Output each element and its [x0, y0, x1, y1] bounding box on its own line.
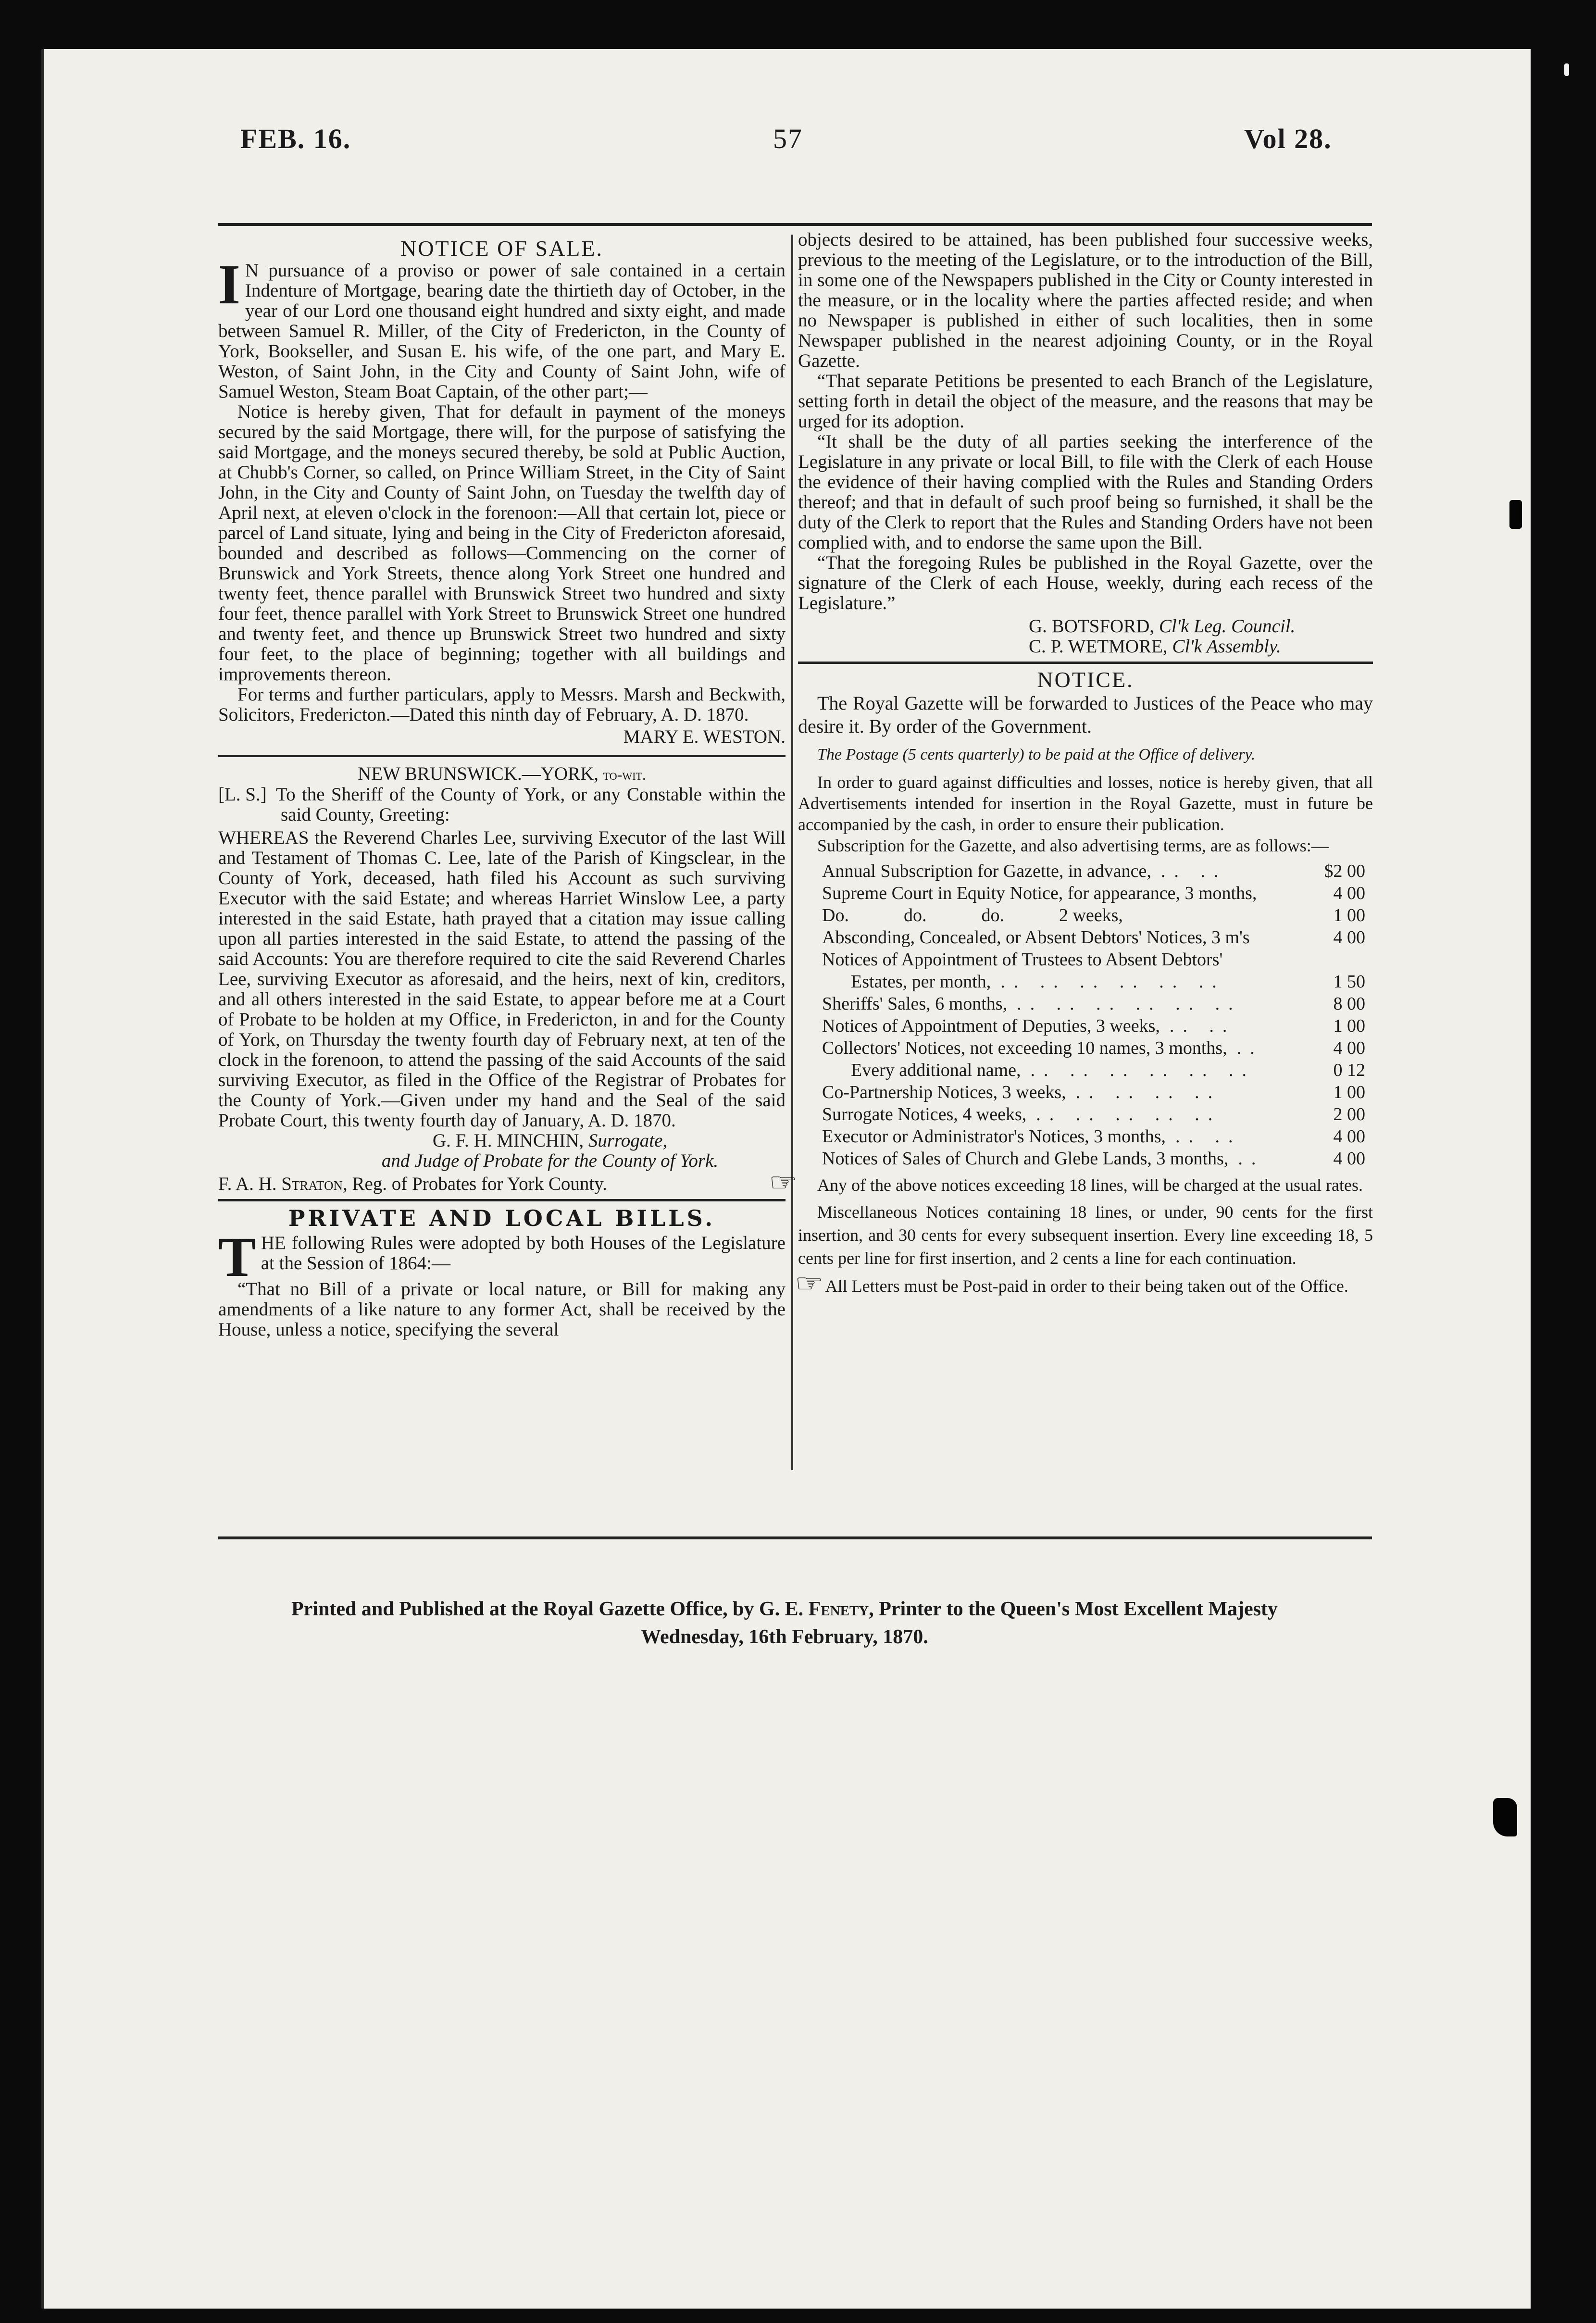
registrar-line: F. A. H. Straton, Reg. of Probates for York County.	[218, 1174, 607, 1194]
notice-title: NOTICE.	[1037, 667, 1134, 692]
rate-row	[822, 1037, 1365, 1059]
issue-date: FEB. 16.	[240, 123, 351, 154]
rate-row	[822, 1081, 1365, 1103]
leader-dots	[1250, 927, 1259, 948]
notice-letters: ☞All Letters must be Post-paid in order to their being taken out of the Office.	[795, 1270, 1348, 1298]
rate-label: Co-Partnership Notices, 3 weeks, .. .. .. ..	[822, 1082, 1222, 1102]
notice-postage: The Postage (5 cents quarterly) to be paid at the Office of delivery.	[817, 746, 1256, 763]
rate-label: Estates, per month, .. .. .. .. .. ..	[851, 972, 1225, 992]
rate-label: Surrogate Notices, 4 weeks, .. .. .. .. ..	[822, 1104, 1222, 1124]
right-column	[795, 229, 1373, 1298]
imprint-line-2: Wednesday, 16th February, 1870.	[641, 1626, 928, 1648]
rate-amount: 2 00	[1333, 1104, 1365, 1124]
leader-dots: .. .. .. .. ..	[1036, 1104, 1222, 1124]
rate-amount: 4 00	[1333, 1126, 1365, 1147]
private-bills-rule4: “That the foregoing Rules be published in the Royal Gazette, over the signature of the Clerk of each House, weekly, during each recess of the Legislature.”	[798, 552, 1373, 613]
citation-heading: NEW BRUNSWICK.—YORK, to-wit.	[358, 763, 646, 784]
private-bills-rule1: “That no Bill of a private or local nature, or Bill for making any amendments of a like nature to any former Act, shall be received by the House, unless a notice, specifying the several	[218, 1279, 786, 1340]
column-divider	[791, 235, 793, 1470]
private-bills-rule3: “It shall be the duty of all parties seeking the interference of the Legislature in any private or local Bill, to file with the Clerk of each House the evidence of their having complied with the Rules and Standing Orders thereof; and that in default of such proof being so furnished, it shall be the duty of the Clerk to report that the Rules and Standing Orders have not been complied with, and to endorse the same upon the Bill.	[798, 431, 1373, 553]
rate-label: Every additional name, .. .. .. .. .. ..	[851, 1060, 1255, 1080]
notice-of-sale-para1: I N pursuance of a proviso or power of sale contained in a certain Indenture of Mortgage, bearing date the thirtieth day of October, in the year of our Lord one thousand eight hundred and sixty eight, and made between Samuel R. Miller, of the City of Fredericton, in the County of York, Bookseller, and Susan E. his wife, of the one part, and Mary E. Weston, of Saint John, in the City and County of Saint John, wife of Samuel Weston, Steam Boat Captain, of the other part;—	[218, 253, 786, 402]
private-bills-title: PRIVATE AND LOCAL BILLS.	[288, 1205, 716, 1231]
rate-amount: 4 00	[1333, 883, 1365, 903]
rate-amount: 4 00	[1333, 1149, 1365, 1169]
notice-of-sale-signature: MARY E. WESTON.	[623, 726, 786, 747]
notice-para1: The Royal Gazette will be forwarded to Justices of the Peace who may desire it. By order of the Government.	[798, 692, 1373, 737]
citation-address: [L. S.] To the Sheriff of the County of York, or any Constable within the said County, Greeting:	[218, 784, 786, 825]
clerk-signature-2: C. P. WETMORE, Cl'k Assembly.	[1029, 636, 1281, 657]
rate-label: Annual Subscription for Gazette, in advance, .. ..	[822, 861, 1227, 881]
notice-of-sale-para2: Notice is hereby given, That for default in payment of the moneys secured by the said Mortgage, there will, for the purpose of satisfying the said Mortgage, and the moneys secured thereby, be sold at Public Auction, at Chubb's Corner, so called, on Prince William Street, in the City of Saint John, in the City and County of Saint John, on Tuesday the twelfth day of April next, at eleven o'clock in the forenoon:—All that certain lot, piece or parcel of Land situate, lying and being in the City of Fredericton aforesaid, bounded and described as follows—Commencing on the corner of Brunswick and York Streets, thence along York Street one hundred and twenty feet, thence parallel with Brunswick Street two hundred and sixty four feet, thence parallel with York Street to Brunswick Street one hundred and twenty feet, and thence up Brunswick Street two hundred and sixty four feet, to the place of beginning; together with all buildings and improvements thereon.	[218, 401, 786, 685]
rates-table	[822, 860, 1365, 1170]
header-rule	[218, 223, 1372, 226]
rate-amount: $2 00	[1324, 861, 1365, 881]
scan-speck	[1564, 63, 1569, 76]
leader-dots	[1222, 949, 1232, 970]
leader-dots: .. .. .. ..	[1075, 1082, 1222, 1102]
rate-row	[822, 1103, 1365, 1125]
scan-speck	[1493, 1798, 1517, 1836]
rate-amount: 8 00	[1333, 994, 1365, 1014]
rate-row	[822, 860, 1365, 882]
citation-signature: G. F. H. MINCHIN, Surrogate,	[432, 1130, 668, 1151]
drop-cap: I	[218, 253, 240, 316]
leader-dots	[1123, 905, 1133, 925]
leader-dots: .. ..	[1169, 1016, 1236, 1036]
notice-para2: In order to guard against difficulties and losses, notice is hereby given, that all Advertisements intended for insertion in the Royal Gazette, must in future be accompanied by the cash, in order to ensure their publication.	[798, 773, 1373, 834]
rate-amount: 0 12	[1333, 1060, 1365, 1080]
rate-label: Collectors' Notices, not exceeding 10 names, 3 months, ..	[822, 1038, 1263, 1058]
imprint	[41, 1595, 1528, 1651]
rate-label: Do. do. do. 2 weeks,	[822, 904, 1308, 926]
rate-row	[822, 882, 1365, 904]
rate-label: Sheriffs' Sales, 6 months, .. .. .. .. .. ..	[822, 994, 1242, 1014]
rate-amount: 4 00	[1333, 1038, 1365, 1058]
rate-amount: 1 00	[1333, 905, 1365, 925]
section-rule	[798, 662, 1373, 664]
page-number: 57	[773, 123, 803, 154]
volume-number: Vol 28.	[1244, 123, 1332, 154]
leader-dots: .. .. .. .. .. ..	[1017, 994, 1242, 1014]
rate-label: Supreme Court in Equity Notice, for appearance, 3 months,	[822, 882, 1308, 904]
leader-dots: ..	[1236, 1038, 1263, 1058]
rates-intro: Subscription for the Gazette, and also advertising terms, are as follows:—	[817, 836, 1329, 855]
section-rule	[218, 755, 786, 757]
leader-dots: .. .. .. .. .. ..	[1030, 1060, 1255, 1080]
rate-amount: 1 00	[1333, 1082, 1365, 1102]
rate-label: Notices of Sales of Church and Glebe Lands, 3 months, ..	[822, 1149, 1265, 1169]
notice-of-sale-para3: For terms and further particulars, apply to Messrs. Marsh and Beckwith, Solicitors, Fredericton.—Dated this ninth day of February, A. D. 1870.	[218, 684, 786, 725]
scan-speck	[1509, 500, 1522, 529]
imprint-line-1: Printed and Published at the Royal Gazette Office, by G. E. Fenety, Printer to the Queen's Most Excellent Majesty	[291, 1598, 1278, 1620]
rate-label: Executor or Administrator's Notices, 3 months, .. ..	[822, 1126, 1242, 1147]
section-rule	[218, 1199, 786, 1201]
leader-dots	[1257, 883, 1266, 903]
rate-row	[822, 904, 1365, 926]
leader-dots: ..	[1238, 1149, 1265, 1169]
pointing-hand-icon: ☞	[795, 1270, 824, 1298]
citation-body: WHEREAS the Reverend Charles Lee, surviving Executor of the last Will and Testament of Thomas C. Lee, late of the Parish of Kingsclear, in the County of York, deceased, hath filed his Account as such surviving Executor with the said Estate; and whereas Harriet Winslow Lee, a party interested in the said Estate, hath prayed that a citation may issue calling upon all parties interested in the said Estate, to attend the passing of the said Accounts: You are therefore required to cite the said Reverend Charles Lee, surviving Executor as aforesaid, and the heirs, next of kin, creditors, and all others interested in the said Estate, to appear before me at a Court of Probate to be holden at my Office, in Fredericton, in and for the County of York, on Thursday the twenty fourth day of February next, at ten of the clock in the forenoon, to attend the passing of the said Accounts of the said surviving Executor, as filed in the Office of the Registrar of Probates for the County of York.—Given under my hand and the Seal of the said Probate Court, this twenty fourth day of January, A. D. 1870.	[218, 827, 786, 1131]
leader-dots: .. ..	[1175, 1126, 1242, 1147]
private-bills-intro: THE following Rules were adopted by both Houses of the Legislature at the Session of 1864:—	[218, 1225, 786, 1288]
left-column	[218, 235, 786, 1340]
seal-mark: [L. S.]	[218, 784, 267, 805]
notice-misc: Miscellaneous Notices containing 18 lines, or under, 90 cents for the first insertion, and 30 cents for every subsequent insertion. Every line exceeding 18, 5 cents per line for first insertion, and 2 cents a line for each continuation.	[798, 1202, 1373, 1268]
rate-row	[822, 1015, 1365, 1037]
notice-over-18: Any of the above notices exceeding 18 lines, will be charged at the usual rates.	[817, 1175, 1363, 1195]
rate-row	[822, 1059, 1365, 1081]
private-bills-rule2: “That separate Petitions be presented to each Branch of the Legislature, setting forth in detail the object of the measure, and the reasons that may be urged for its adoption.	[798, 371, 1373, 432]
rate-row	[822, 993, 1365, 1015]
rate-row	[822, 1148, 1365, 1170]
rate-amount: 1 50	[1333, 972, 1365, 992]
leader-dots: .. ..	[1160, 861, 1227, 881]
rate-amount	[1308, 949, 1365, 971]
rate-label: Absconding, Concealed, or Absent Debtors' Notices, 3 m's	[822, 926, 1308, 949]
rate-row	[822, 1125, 1365, 1148]
rate-amount: 1 00	[1333, 1016, 1365, 1036]
private-bills-rule1-cont: objects desired to be attained, has been published four successive weeks, previous to the meeting of the Legislature, or to the introduction of the Bill, in some one of the Newspapers published in the City or County interested in the measure, or in the locality where the parties affected reside; and when no Newspaper is published in either of such localities, then in some Newspaper published in the nearest adjoining County, or in the Royal Gazette.	[798, 229, 1373, 371]
citation-signature-title: and Judge of Probate for the County of York.	[381, 1150, 719, 1171]
rate-row	[822, 971, 1365, 993]
rate-row	[822, 926, 1365, 949]
clerk-signature-1: G. BOTSFORD, Cl'k Leg. Council.	[1029, 616, 1296, 637]
drop-cap: T	[218, 1225, 256, 1288]
footer-rule	[218, 1536, 1372, 1539]
rate-label: Notices of Appointment of Trustees to Absent Debtors'	[822, 949, 1308, 971]
rate-amount: 4 00	[1333, 927, 1365, 948]
rate-label: Notices of Appointment of Deputies, 3 weeks, .. ..	[822, 1016, 1236, 1036]
leader-dots: .. .. .. .. .. ..	[1000, 972, 1225, 992]
notice-of-sale-title: NOTICE OF SALE.	[400, 236, 603, 261]
rate-row	[822, 949, 1365, 971]
